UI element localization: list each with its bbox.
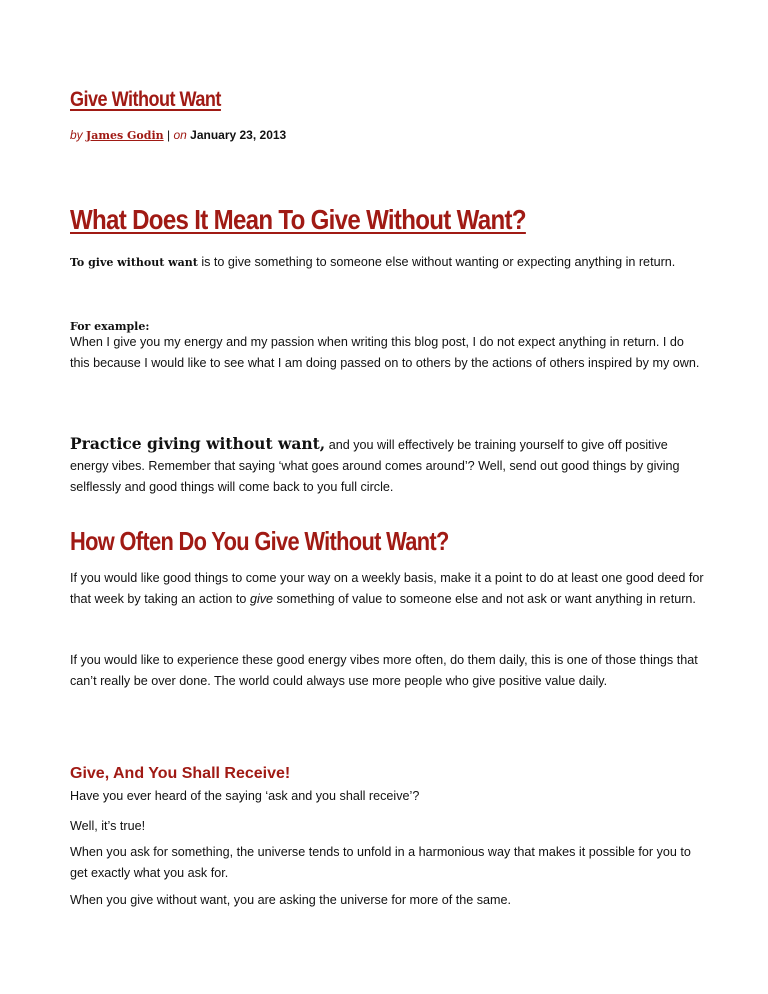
byline-separator: | bbox=[166, 128, 171, 142]
on-label: on bbox=[173, 128, 187, 142]
paragraph-more-same: When you give without want, you are asking the universe for more of the same. bbox=[70, 893, 512, 907]
example-label: For example: bbox=[70, 320, 150, 333]
section-heading-how-often: How Often Do You Give Without Want? bbox=[70, 526, 449, 556]
byline bbox=[70, 128, 286, 142]
paragraph-daily: If you would like to experience these good energy vibes more often, do them daily, this is one of those things that can’t really be over done. The world could always use more people who give positive value daily. bbox=[70, 653, 698, 688]
paragraph-practice bbox=[70, 433, 706, 498]
post-date: January 23, 2013 bbox=[190, 128, 287, 142]
practice-lead: Practice giving without want, bbox=[70, 434, 326, 453]
section-heading-what-does-it-mean[interactable]: What Does It Mean To Give Without Want? bbox=[70, 204, 526, 235]
definition-lead: To give without want bbox=[70, 256, 198, 269]
post-title[interactable]: Give Without Want bbox=[70, 88, 221, 111]
paragraph-ask-receive: Have you ever heard of the saying ‘ask and you shall receive’? bbox=[70, 789, 420, 803]
definition-text: is to give something to someone else without wanting or expecting anything in return. bbox=[197, 255, 676, 269]
section-heading-give-receive: Give, And You Shall Receive! bbox=[70, 765, 291, 782]
weekly-text-a: If you would like good things to come your way on a weekly basis, make it a point to do at least one good deed for that week by taking an action to bbox=[70, 571, 704, 606]
weekly-text-b: something of value to someone else and not ask or want anything in return. bbox=[273, 592, 696, 606]
paragraph-definition bbox=[70, 252, 706, 273]
by-label: by bbox=[70, 128, 83, 142]
paragraph-weekly bbox=[70, 568, 706, 610]
paragraph-example: When I give you my energy and my passion when writing this blog post, I do not expect anything in return. I do this because I would like to see what I am doing passed on to others by the actions of others inspired by my own. bbox=[70, 335, 700, 370]
practice-text: and you will effectively be training yourself to give off positive energy vibes. Remember that saying ‘what goes around comes around’? Well, send out good things by giving selflessly and good things will come back to you full circle. bbox=[70, 438, 680, 494]
paragraph-its-true: Well, it’s true! bbox=[70, 819, 146, 833]
paragraph-universe: When you ask for something, the universe tends to unfold in a harmonious way that makes it possible for you to get exactly what you ask for. bbox=[70, 845, 691, 880]
author-link[interactable]: James Godin bbox=[86, 129, 164, 142]
weekly-give-italic: give bbox=[249, 592, 274, 606]
